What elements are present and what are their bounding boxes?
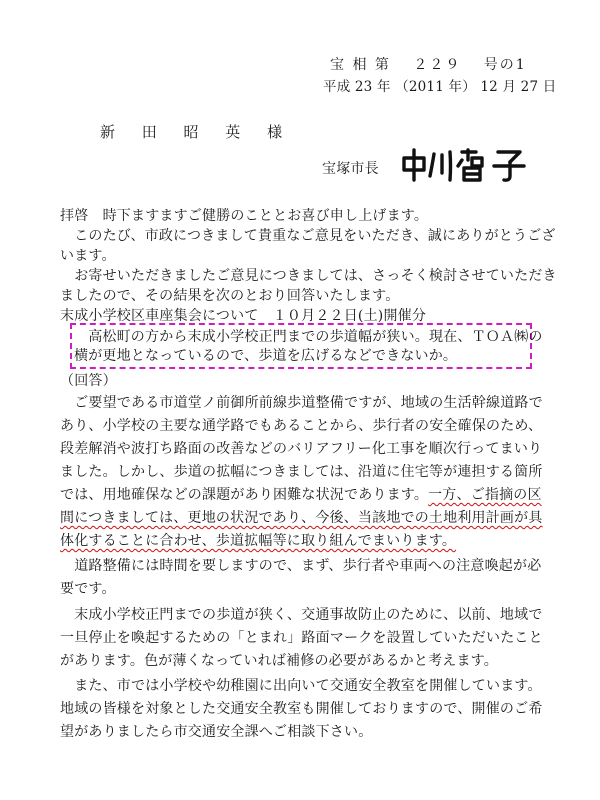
- underlined-answer-line: 間につきましては、更地の状況であり、今後、当該地での土地利用計画が具: [60, 510, 543, 526]
- answer-line: あり、小学校の主要な通学路でもあることから、歩行者の安全確保のため、: [60, 418, 543, 434]
- answer-line: ご要望である市道堂ノ前御所前線歩道整備ですが、地域の生活幹線道路で: [60, 395, 543, 411]
- answer-label: （回答）: [60, 373, 117, 389]
- answer-line: 望がありましたら市交通安全課へご相談下さい。: [60, 724, 373, 740]
- greeting-line: 拝啓 時下ますますご健勝のこととお喜び申し上げます。: [60, 208, 429, 224]
- answer-line: ました。しかし、歩道の拡幅につきましては、沿道に住宅等が連担する箇所: [60, 464, 543, 480]
- answer-line: があります。色が薄くなっていれば補修の必要があるかと考えます。: [60, 653, 498, 669]
- answer-line: 要です。: [60, 581, 116, 597]
- reference-number: 宝 相 第 ２２９ 号の1: [330, 57, 527, 73]
- letter-date: 平成 23 年 （2011 年） 12 月 27 日: [323, 79, 557, 95]
- mayor-signature: [398, 144, 538, 184]
- paragraph-line: ましたので、その結果を次のとおり回答いたします。: [60, 288, 400, 304]
- answer-text: では、用地確保などの課題があり困難な状況であります。: [60, 487, 429, 503]
- answer-line: 段差解消や波打ち路面の改善などのバリアフリー化工事を順次行ってまいり: [60, 441, 543, 457]
- question-line: 横が更地となっているので、歩道を広げるなどできないか。: [74, 348, 458, 364]
- question-line: 高松町の方から末成小学校正門までの歩道幅が狭い。現在、ＴＯＡ㈱の: [74, 329, 543, 345]
- answer-line: 道路整備には時間を要しますので、まず、歩行者や車両への注意喚起が必: [60, 558, 542, 574]
- answer-line: また、市では小学校や幼稚園に出向いて交通安全教室を開催しています。: [60, 678, 542, 694]
- answer-line: 一旦停止を喚起するための「とまれ」路面マークを設置していただいたこと: [60, 630, 543, 646]
- sender-title: 宝塚市長: [322, 161, 379, 177]
- paragraph-line: います。: [60, 248, 116, 264]
- answer-line: [60, 486, 542, 504]
- paragraph-line: お寄せいただきましたご意見につきましては、さっそく検討させていただき: [60, 268, 557, 284]
- underlined-text: 一方、ご指摘の区: [428, 487, 542, 503]
- recipient-name: 新 田 昭 英 様: [100, 123, 294, 141]
- answer-line: 地域の皆様を対象とした交通安全教室も開催しておりますので、開催のご希: [60, 701, 543, 717]
- meeting-heading: 末成小学校区車座集会について １０月２２日(土)開催分: [60, 308, 427, 324]
- answer-line: 末成小学校正門までの歩道が狭く、交通事故防止のために、以前、地域で: [60, 607, 543, 623]
- underlined-answer-line: 体化することに合わせ、歩道拡幅等に取り組んでまいります。: [60, 533, 457, 549]
- paragraph-line: このたび、市政につきまして貴重なご意見をいただき、誠にありがとうござ: [60, 228, 556, 244]
